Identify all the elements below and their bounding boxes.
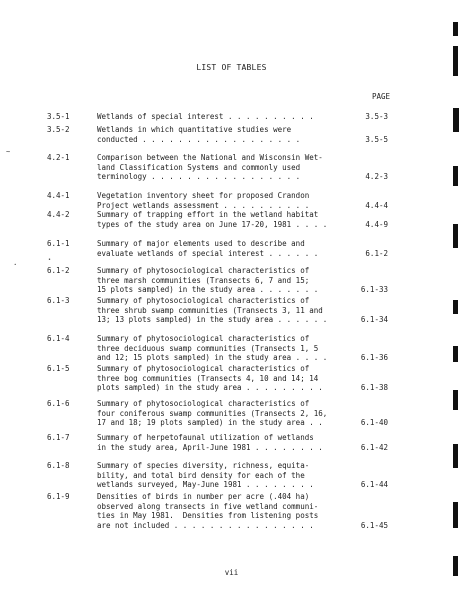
description-line: Summary of phytosociological characteristics of — [97, 296, 310, 305]
table-number: 3.5-2 — [47, 125, 70, 134]
table-description — [97, 433, 342, 452]
binder-mark — [453, 108, 459, 132]
table-description — [97, 266, 342, 295]
table-description — [97, 210, 342, 229]
binder-mark — [453, 166, 458, 186]
scan-mark: • — [48, 257, 52, 263]
description-line: Comparison between the National and Wisconsin Wet- — [97, 153, 323, 162]
page-reference: 4.2-3 — [365, 172, 388, 181]
table-number: 6.1-5 — [47, 364, 70, 373]
description-line: three bog communities (Transects 4, 10 and 14; 14 — [97, 373, 319, 383]
page-reference: 6.1-38 — [360, 383, 388, 392]
table-number: 3.5-1 — [47, 112, 70, 121]
table-number: 6.1-2 — [47, 266, 70, 275]
description-line: Summary of species diversity, richness, equita- — [97, 461, 310, 470]
binder-mark — [453, 300, 458, 314]
table-description — [97, 296, 342, 325]
page-reference: 6.1-45 — [360, 520, 388, 530]
description-line: Summary of major elements used to describe and — [97, 239, 305, 248]
table-description — [97, 191, 342, 210]
description-line: three shrub swamp communities (Transects 3, 11 and — [97, 305, 323, 315]
table-number: 4.4-2 — [47, 210, 70, 219]
description-line: land Classification Systems and commonly used — [97, 162, 301, 172]
description-line: Summary of phytosociological characteristics of — [97, 399, 310, 408]
description-line: ties in May 1981. Densities from listening posts — [97, 511, 319, 520]
description-line: and 12; 15 plots sampled) in the study area . . . . — [97, 353, 328, 362]
table-number: 6.1-1 — [47, 239, 70, 248]
description-line: 15 plots sampled) in the study area . . . . . . . — [97, 285, 319, 294]
description-line: 17 and 18; 19 plots sampled) in the study area . . — [97, 418, 323, 427]
table-description — [97, 399, 342, 428]
description-line: Densities of birds in number per acre (.404 ha) — [97, 492, 310, 501]
page-reference: 6.1-44 — [360, 480, 388, 489]
binder-mark — [453, 444, 458, 468]
page-column-header: PAGE — [371, 92, 390, 101]
table-description — [97, 112, 342, 122]
page-reference: 6.1-34 — [360, 315, 388, 324]
description-line: are not included . . . . . . . . . . . . . . . . — [97, 520, 314, 530]
description-line: bility, and total bird density for each of the — [97, 470, 305, 480]
description-line: wetlands surveyed, May-June 1981 . . . . . . . . — [97, 480, 314, 489]
table-description — [97, 334, 342, 363]
description-line: conducted . . . . . . . . . . . . . . . . . . — [97, 134, 301, 144]
table-number: 6.1-3 — [47, 296, 70, 305]
scan-mark: • — [14, 262, 17, 267]
table-description — [97, 492, 342, 530]
table-number: 4.2-1 — [47, 153, 70, 162]
table-description — [97, 239, 342, 258]
binder-mark — [453, 556, 458, 576]
table-number: 4.4-1 — [47, 191, 70, 200]
description-line: observed along transects in five wetland communi- — [97, 501, 319, 511]
binder-mark — [453, 46, 458, 76]
table-number: 6.1-8 — [47, 461, 70, 470]
scan-mark: ~ — [6, 148, 11, 156]
description-line: Summary of phytosociological characteristics of — [97, 266, 310, 275]
description-line: terminology . . . . . . . . . . . . . . . . . — [97, 172, 301, 181]
table-number: 6.1-6 — [47, 399, 70, 408]
page-reference: 6.1-33 — [360, 285, 388, 294]
binder-mark — [453, 346, 458, 362]
description-line: Vegetation inventory sheet for proposed Crandon — [97, 191, 310, 200]
description-line: Project wetlands assessment . . . . . . . . . . — [97, 200, 310, 210]
description-line: three marsh communities (Transects 6, 7 and 15; — [97, 275, 310, 285]
binder-mark — [453, 502, 458, 528]
page-title: LIST OF TABLES — [196, 63, 267, 72]
table-number: 6.1-9 — [47, 492, 70, 501]
page-reference: 4.4-4 — [365, 200, 388, 210]
description-line: Summary of phytosociological characteristics of — [97, 334, 310, 343]
table-number: 6.1-4 — [47, 334, 70, 343]
page-number-footer: vii — [224, 568, 239, 577]
page-reference: 6.1-42 — [360, 442, 388, 452]
description-line: Wetlands in which quantitative studies were — [97, 125, 292, 134]
table-number: 6.1-7 — [47, 433, 70, 442]
description-line: Summary of herpetofaunal utilization of wetlands — [97, 433, 314, 442]
description-line: in the study area, April-June 1981 . . . . . . . . — [97, 442, 323, 452]
page-reference: 4.4-9 — [365, 219, 388, 229]
page-reference: 3.5-3 — [365, 112, 388, 121]
page-reference: 6.1-2 — [365, 248, 388, 258]
description-line: Wetlands of special interest . . . . . . . . . . — [97, 112, 314, 121]
table-description — [97, 364, 342, 393]
page-reference: 3.5-5 — [365, 134, 388, 144]
description-line: Summary of trapping effort in the wetland habitat — [97, 210, 319, 219]
table-description — [97, 153, 342, 182]
binder-mark — [453, 22, 458, 36]
binder-mark — [453, 390, 458, 410]
page-reference: 6.1-40 — [360, 418, 388, 427]
description-line: Summary of phytosociological characteristics of — [97, 364, 310, 373]
table-description — [97, 461, 342, 490]
description-line: evaluate wetlands of special interest . . . . . . — [97, 248, 319, 258]
description-line: types of the study area on June 17-20, 1981 . . . . — [97, 219, 328, 229]
description-line: three deciduous swamp communities (Transects 1, 5 — [97, 343, 319, 353]
description-line: plots sampled) in the study area . . . . . . . . . — [97, 383, 323, 392]
description-line: 13; 13 plots sampled) in the study area . . . . . . — [97, 315, 328, 324]
table-description — [97, 125, 342, 144]
description-line: four coniferous swamp communities (Transects 2, 16, — [97, 408, 328, 418]
page-reference: 6.1-36 — [360, 353, 388, 362]
binder-mark — [453, 224, 458, 248]
